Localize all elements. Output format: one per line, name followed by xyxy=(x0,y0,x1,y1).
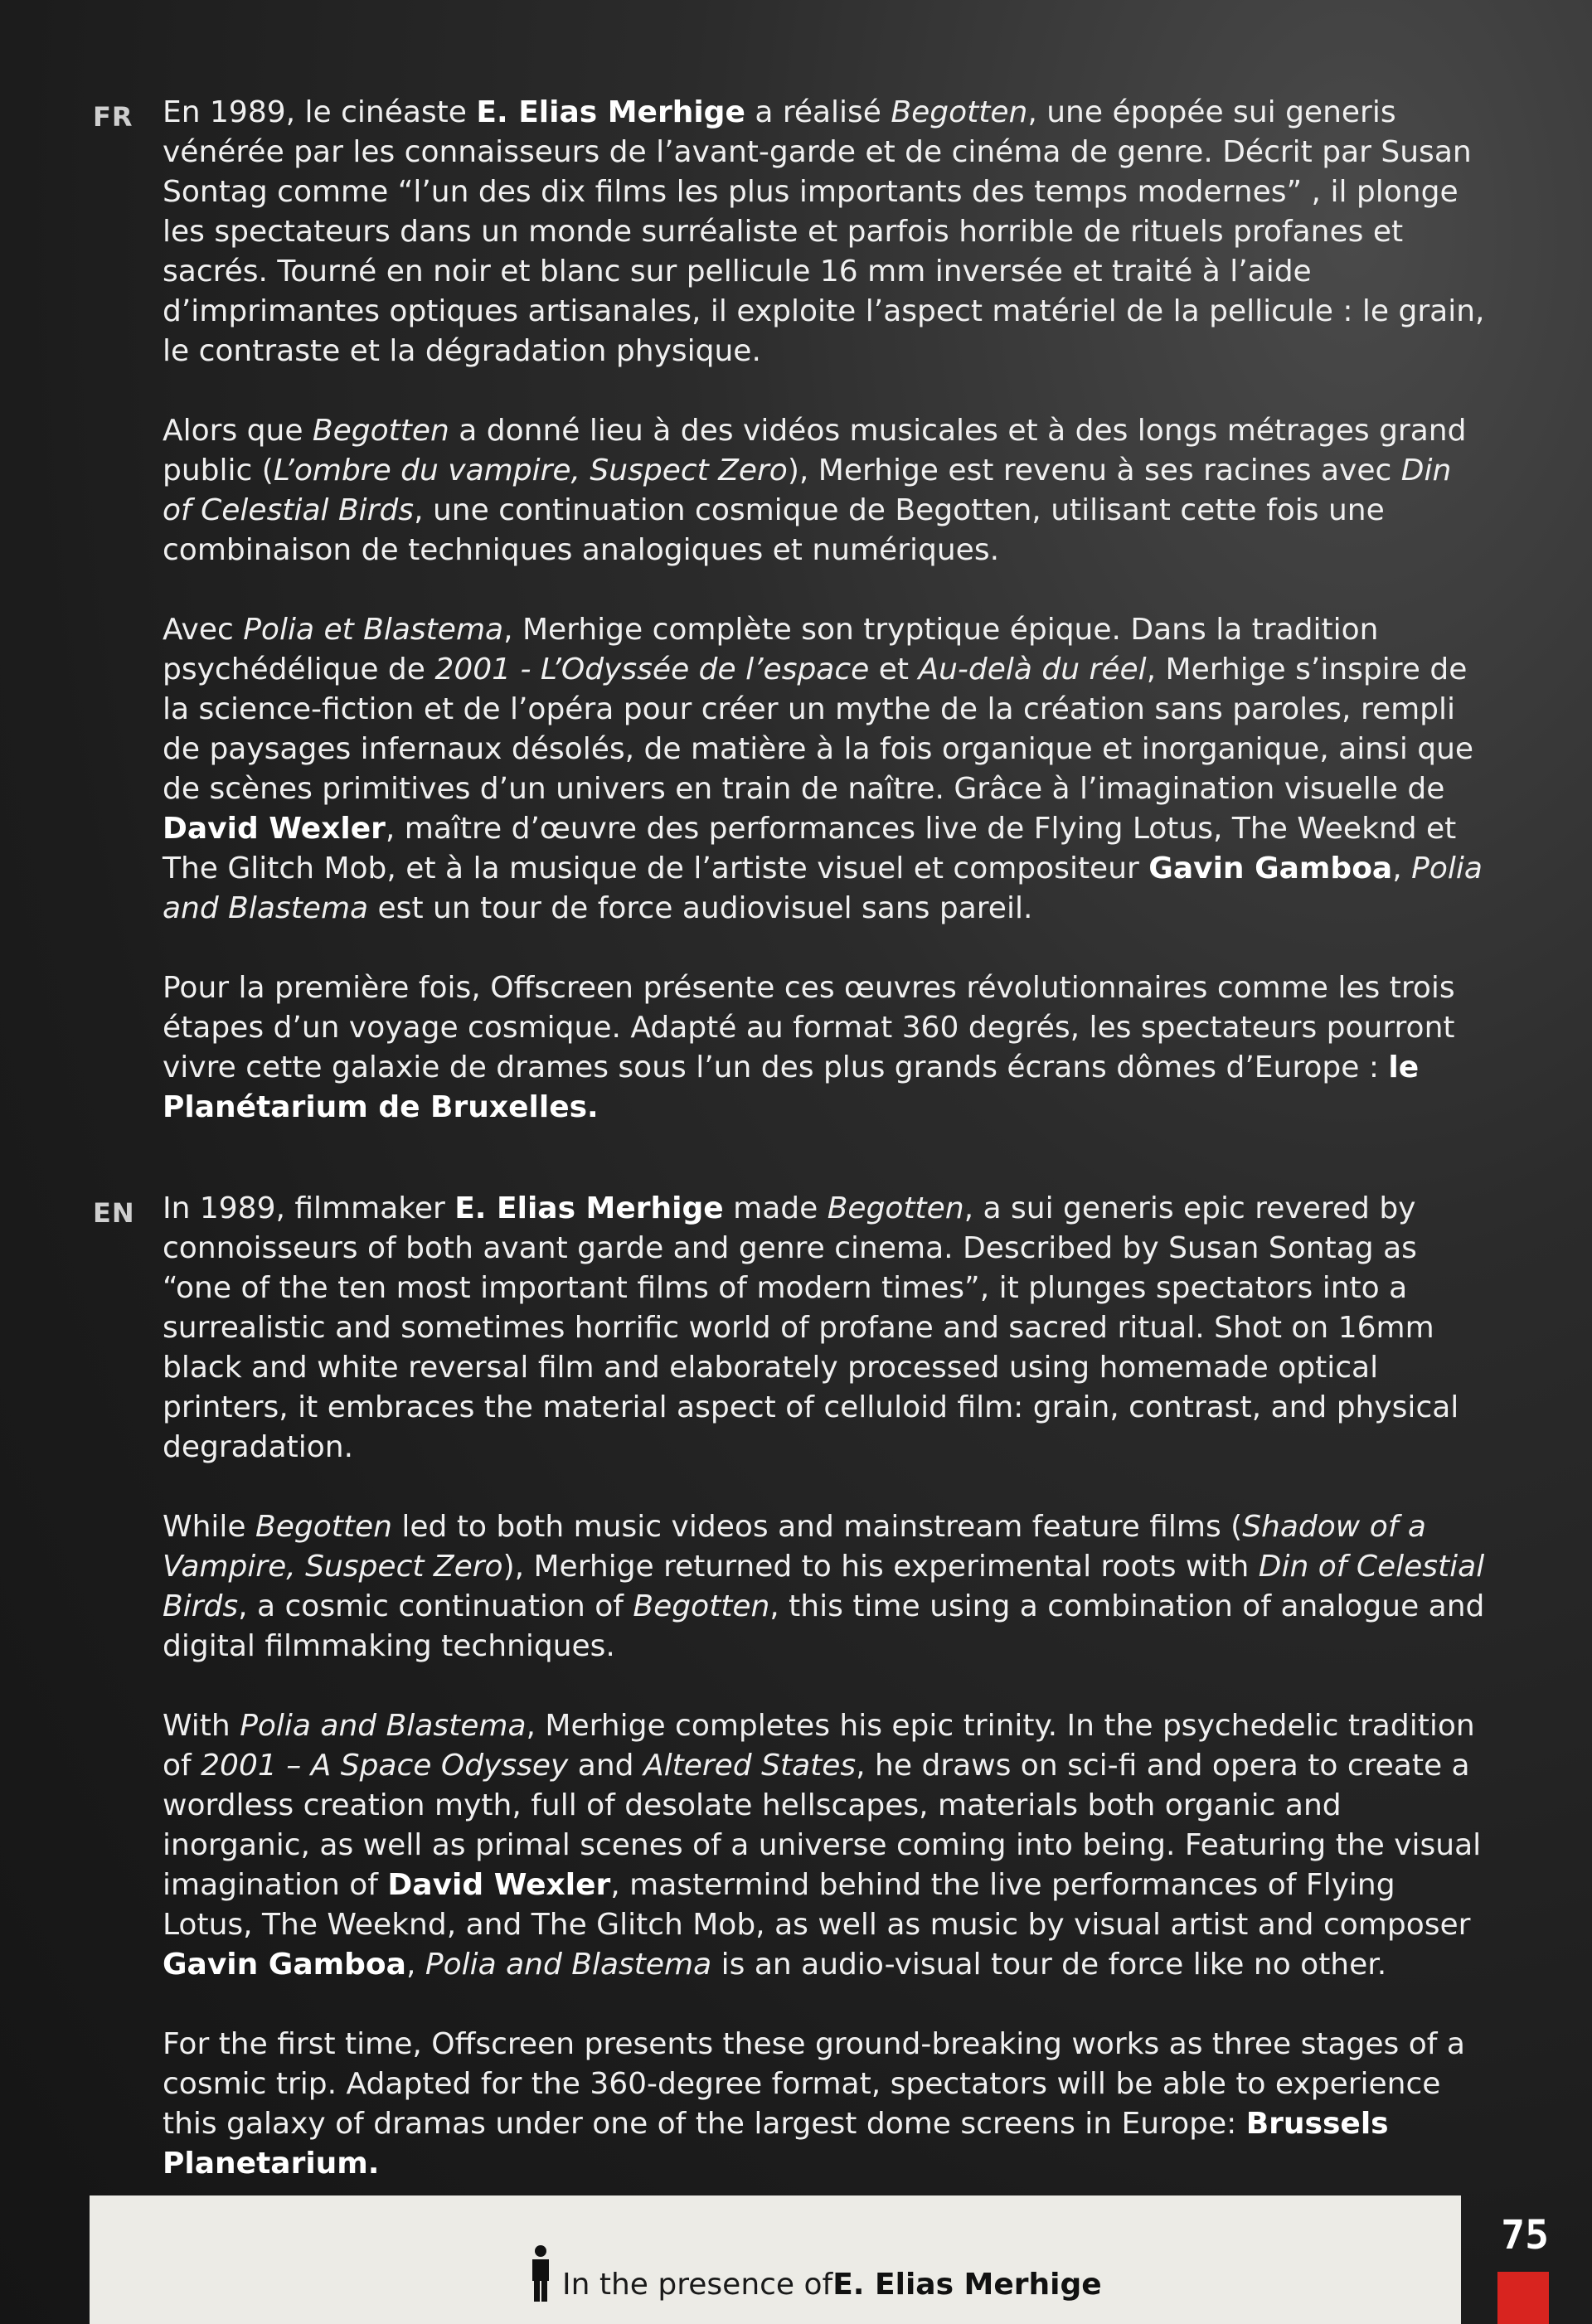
artist-name: Gavin Gamboa xyxy=(1148,851,1393,885)
film-title: Polia and Blastema xyxy=(163,851,1483,925)
artist-name: Gavin Gamboa xyxy=(163,1948,406,1982)
text: est un tour de force audiovisuel sans pareil. xyxy=(368,891,1033,925)
text: et xyxy=(869,653,919,687)
text: With xyxy=(163,1709,240,1743)
artist-name: David Wexler xyxy=(387,1868,611,1902)
artist-name: David Wexler xyxy=(163,812,386,846)
film-title: Begotten xyxy=(827,1191,964,1225)
film-title: 2001 – A Space Odyssey xyxy=(201,1749,569,1783)
text: made xyxy=(723,1191,828,1225)
text: En 1989, le cinéaste xyxy=(163,95,477,129)
en-paragraph-1 xyxy=(163,1189,1489,1468)
text: , maître d’œuvre des performances live de Flying Lotus, The Weeknd et The Glitch Mob, et à la musique de l’artiste visuel et compositeur xyxy=(163,812,1457,885)
fr-paragraph-2 xyxy=(163,411,1489,570)
text: and xyxy=(568,1749,643,1783)
presence-footer xyxy=(90,2195,1461,2324)
person-icon xyxy=(529,2245,552,2302)
text: , Merhige completes his epic trinity. In the psychedelic tradition of xyxy=(163,1709,1475,1783)
film-title: Begotten xyxy=(633,1589,770,1623)
film-title: Polia and Blastema xyxy=(240,1709,527,1743)
text: , Merhige s’inspire de la science-fiction et de l’opéra pour créer un mythe de la création sans paroles, rempli de paysages infernaux désolés, de matière à la fois organique et inorganique, ainsi que de scènes primitives d’un univers en train de naître. Grâce à l’imagination visuelle de xyxy=(163,653,1474,806)
text: ), Merhige returned to his experimental roots with xyxy=(502,1550,1259,1584)
film-title: Altered States xyxy=(643,1749,857,1783)
fr-paragraph-3 xyxy=(163,610,1489,929)
text: In 1989, filmmaker xyxy=(163,1191,455,1225)
text: , mastermind behind the live performances of Flying Lotus, The Weeknd, and The Glitch Mob, as well as music by visual artist and composer xyxy=(163,1868,1471,1942)
presence-prefix: In the presence of xyxy=(562,2268,833,2302)
director-name: E. Elias Merhige xyxy=(454,1191,724,1225)
text: Alors que xyxy=(163,414,313,448)
red-tab-marker xyxy=(1497,2272,1549,2324)
text: , xyxy=(405,1948,425,1982)
en-paragraph-4 xyxy=(163,2025,1489,2184)
fr-paragraph-4 xyxy=(163,968,1489,1128)
text: While xyxy=(163,1510,256,1544)
film-title: Polia et Blastema xyxy=(243,613,504,647)
text: , this time using a combination of analogue and digital filmmaking techniques. xyxy=(163,1589,1485,1663)
film-title: Au-delà du réel xyxy=(918,653,1147,687)
page-number: 75 xyxy=(1501,2212,1549,2259)
en-paragraph-2 xyxy=(163,1507,1489,1667)
text: For the first time, Offscreen presents these ground-breaking works as three stages of a cosmic trip. Adapted for the 360-degree format, spectators will be able to experience this galaxy of dramas under one of the largest dome screens in Europe: xyxy=(163,2027,1465,2141)
text: led to both music videos and mainstream feature films ( xyxy=(391,1510,1243,1544)
french-section xyxy=(163,93,1489,1128)
text: , Merhige complète son tryptique épique. Dans la tradition psychédélique de xyxy=(163,613,1379,687)
text: , une épopée sui generis vénérée par les connaisseurs de l’avant-garde et de cinéma de genre. Décrit par Susan Sontag comme “l’un des dix films les plus importants des temps modernes” , il plonge les spectateurs dans un monde surréaliste et parfois horrible de rituels profanes et sacrés. Tourné en noir et blanc sur pellicule 16 mm inversée et traité à l’aide d’imprimantes optiques artisanales, il exploite l’aspect matériel de la pellicule : le grain, le contraste et la dégradation physique. xyxy=(163,95,1485,368)
text: , une continuation cosmique de Begotten, utilisant cette fois une combinaison de techniques analogiques et numériques. xyxy=(163,493,1385,567)
film-title: Begotten xyxy=(891,95,1028,129)
text: Pour la première fois, Offscreen présente ces œuvres révolutionnaires comme les trois étapes d’un voyage cosmique. Adapté au format 360 degrés, les spectateurs pourront vivre cette galaxie de drames sous l’un des plus grands écrans dômes d’Europe : xyxy=(163,971,1455,1084)
en-paragraph-3 xyxy=(163,1706,1489,1985)
language-label-fr: FR xyxy=(93,101,133,133)
film-title: Polia and Blastema xyxy=(425,1948,712,1982)
language-label-en: EN xyxy=(93,1197,135,1229)
film-title: Begotten xyxy=(255,1510,392,1544)
film-title: Shadow of a Vampire, Suspect Zero xyxy=(163,1510,1426,1584)
text: , he draws on sci-fi and opera to create a wordless creation myth, full of desolate hellscapes, materials both organic and inorganic, as well as primal scenes of a universe coming into being. Featuring the visual imagination of xyxy=(163,1749,1482,1902)
text: , a sui generis epic revered by connoisseurs of both avant garde and genre cinema. Described by Susan Sontag as “one of the ten most important films of modern times”, it plunges spectators into a surrealistic and sometimes horrific world of profane and sacred ritual. Shot on 16mm black and white reversal film and elaborately processed using homemade optical printers, it embraces the material aspect of celluloid film: grain, contrast, and physical degradation. xyxy=(163,1191,1459,1464)
film-title: Begotten xyxy=(312,414,449,448)
fr-paragraph-1 xyxy=(163,93,1489,371)
film-title: L’ombre du vampire, Suspect Zero xyxy=(273,454,788,488)
film-title: Din of Celestial Birds xyxy=(163,1550,1485,1623)
text: , xyxy=(1392,851,1412,885)
venue-name: Brussels Planetarium. xyxy=(163,2107,1389,2181)
venue-name: le Planétarium de Bruxelles. xyxy=(163,1050,1420,1124)
text: ), Merhige est revenu à ses racines avec xyxy=(787,454,1401,488)
film-title: Din of Celestial Birds xyxy=(163,454,1452,527)
text: Avec xyxy=(163,613,244,647)
text: is an audio-visual tour de force like no other. xyxy=(711,1948,1387,1982)
presence-name: E. Elias Merhige xyxy=(832,2268,1102,2302)
english-section xyxy=(163,1189,1489,2184)
presence-line xyxy=(529,2245,1102,2302)
film-title: 2001 - L’Odyssée de l’espace xyxy=(434,653,870,687)
text: a réalisé xyxy=(745,95,891,129)
text: , a cosmic continuation of xyxy=(238,1589,633,1623)
text: a donné lieu à des vidéos musicales et à des longs métrages grand public ( xyxy=(163,414,1467,488)
director-name: E. Elias Merhige xyxy=(476,95,745,129)
